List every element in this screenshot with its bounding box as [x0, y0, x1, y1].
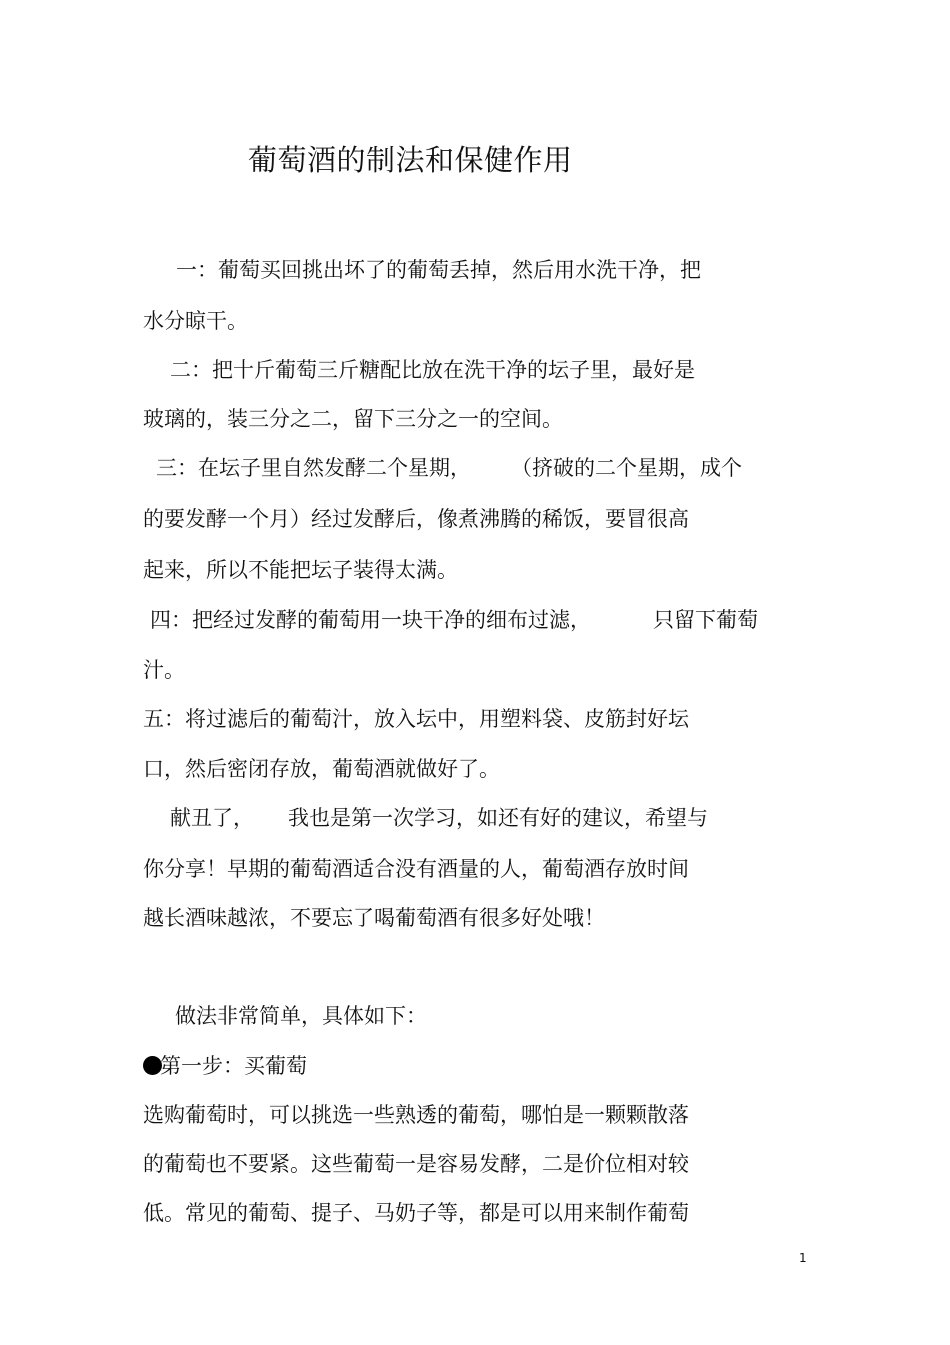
paragraph-6-line-2: 你分享！早期的葡萄酒适合没有酒量的人，葡萄酒存放时间: [143, 857, 689, 881]
page-number: 1: [799, 1251, 807, 1265]
document-title: 葡萄酒的制法和保健作用: [248, 143, 573, 177]
step-1-heading: 第一步：买葡萄: [160, 1054, 307, 1078]
paragraph-4-line-2: 汁。: [143, 658, 185, 682]
paragraph-3-line-2: 的要发酵一个月）经过发酵后，像煮沸腾的稀饭，要冒很高: [143, 507, 689, 531]
step-1-line-3: 低。常见的葡萄、提子、马奶子等，都是可以用来制作葡萄: [143, 1201, 689, 1225]
paragraph-5-line-2: 口，然后密闭存放，葡萄酒就做好了。: [143, 757, 500, 781]
paragraph-1-line-2: 水分晾干。: [143, 309, 248, 333]
paragraph-6-line-1: [170, 803, 708, 833]
paragraph-6-line-1-part-b: 我也是第一次学习，如还有好的建议，希望与: [288, 806, 708, 830]
paragraph-4-line-1: [150, 605, 758, 635]
paragraph-4-line-1-part-b: 只留下葡萄: [653, 608, 758, 632]
paragraph-3-line-3: 起来，所以不能把坛子装得太满。: [143, 558, 458, 582]
paragraph-5-line-1: 五：将过滤后的葡萄汁，放入坛中，用塑料袋、皮筋封好坛: [143, 707, 689, 731]
paragraph-6-line-1-part-a: 献丑了，: [170, 806, 254, 830]
paragraph-2-line-1: 二：把十斤葡萄三斤糖配比放在洗干净的坛子里，最好是: [170, 358, 695, 382]
paragraph-6-line-3: 越长酒味越浓，不要忘了喝葡萄酒有很多好处哦！: [143, 906, 605, 930]
paragraph-3-line-1-part-a: 三：在坛子里自然发酵二个星期，: [156, 456, 471, 480]
step-1-line-1: 选购葡萄时，可以挑选一些熟透的葡萄，哪怕是一颗颗散落: [143, 1103, 689, 1127]
paragraph-2-line-2: 玻璃的，装三分之二，留下三分之一的空间。: [143, 407, 563, 431]
paragraph-4-line-1-part-a: 四：把经过发酵的葡萄用一块干净的细布过滤，: [150, 608, 591, 632]
step-1-line-2: 的葡萄也不要紧。这些葡萄一是容易发酵，二是价位相对较: [143, 1152, 689, 1176]
paragraph-1-line-1: 一：葡萄买回挑出坏了的葡萄丢掉，然后用水洗干净，把: [176, 258, 701, 282]
paragraph-7-line-1: 做法非常简单，具体如下：: [175, 1004, 427, 1028]
paragraph-3-line-1: [156, 453, 742, 483]
paragraph-3-line-1-part-b: （挤破的二个星期，成个: [511, 456, 742, 480]
